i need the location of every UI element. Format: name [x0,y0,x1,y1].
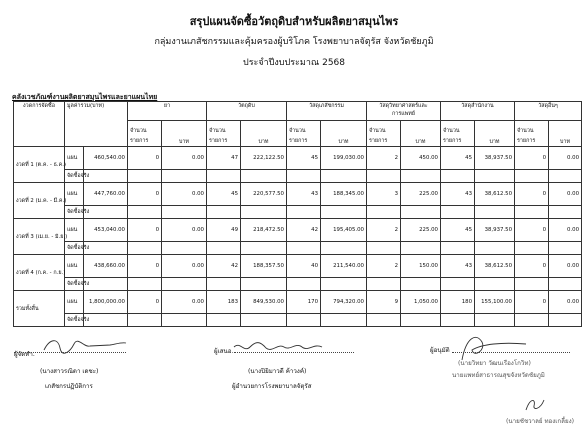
cell-ms-b: 225.00 [401,183,441,206]
approver-name: (นายวิทยา วัฒนเรืองโกวิท) [458,360,531,367]
subheader-pharma-qty [287,121,321,147]
empty-cell [162,314,207,327]
period-cell: รวมทั้งสิ้น [14,291,65,327]
cell-raw-q: 47 [207,147,241,170]
cell-ms-q: 9 [367,291,401,314]
empty-cell [84,314,128,327]
empty-cell [128,314,162,327]
actual-label: จัดซื้อจริง [65,278,84,291]
table-row-plan [14,219,582,242]
header-medical-science-supplies [367,102,441,121]
cell-raw-b: 220,577.50 [241,183,287,206]
cell-of-q: 180 [441,291,475,314]
empty-cell [241,314,287,327]
empty-cell [162,278,207,291]
subheader-pharma-baht: บาท [321,121,367,147]
cell-of-b: 38,612.50 [475,183,515,206]
proposer-signature-line [234,352,354,353]
actual-label: จัดซื้อจริง [65,314,84,327]
cell-raw-q: 49 [207,219,241,242]
empty-cell [207,314,241,327]
empty-cell [162,206,207,219]
table-row-actual [14,242,582,255]
actual-label: จัดซื้อจริง [65,206,84,219]
subheader-other-qty [515,121,549,147]
subheader-qty-line2: รายการ [209,138,228,144]
cell-of-q: 43 [441,255,475,278]
cell-ph-q: 43 [287,183,321,206]
empty-cell [207,206,241,219]
empty-cell [475,278,515,291]
empty-cell [515,314,549,327]
cell-ph-b: 195,405.00 [321,219,367,242]
subheader-medsci-baht: บาท [401,121,441,147]
period-cell: งวดที่ 4 (ก.ค. - ก.ย.) [14,255,65,291]
cell-drug-q: 0 [128,255,162,278]
subheader-qty-line1: จำนวน [369,128,386,134]
cell-raw-b: 188,357.50 [241,255,287,278]
cell-ph-b: 211,540.00 [321,255,367,278]
empty-cell [162,242,207,255]
cell-ot-b: 0.00 [549,219,582,242]
cell-raw-b: 218,472.50 [241,219,287,242]
cell-ph-q: 45 [287,147,321,170]
cell-drug-b: 0.00 [162,255,207,278]
empty-cell [287,170,321,183]
plan-label: แผน [65,147,84,170]
section-heading: คลังเวชภัณฑ์งานผลิตยาสมุนไพรและยาแผนไทย [12,93,158,101]
cell-ph-b: 794,320.00 [321,291,367,314]
empty-cell [287,206,321,219]
cell-ph-q: 170 [287,291,321,314]
empty-cell [241,206,287,219]
empty-cell [515,206,549,219]
empty-cell [549,278,582,291]
empty-cell [241,242,287,255]
empty-cell [207,278,241,291]
cell-of-b: 155,100.00 [475,291,515,314]
proposer-label: ผู้เสนอ. [214,348,234,355]
empty-cell [441,170,475,183]
subheader-qty-line1: จำนวน [289,128,306,134]
empty-cell [441,314,475,327]
header-pharmaceutical-supplies: วัสดุเภสัชกรรม [287,102,367,121]
table-header-row [14,102,582,121]
plan-label: แผน [65,183,84,206]
empty-cell [401,170,441,183]
empty-cell [241,278,287,291]
subheader-raw-baht: บาท [241,121,287,147]
table-row-plan [14,291,582,314]
cell-drug-q: 0 [128,183,162,206]
cell-of-b: 38,937.50 [475,219,515,242]
empty-cell [441,242,475,255]
empty-cell [128,206,162,219]
cell-ot-b: 0.00 [549,255,582,278]
empty-cell [549,170,582,183]
empty-cell [321,314,367,327]
header-drug: ยา [128,102,207,121]
cell-of-q: 45 [441,219,475,242]
cell-raw-b: 849,530.00 [241,291,287,314]
empty-cell [401,242,441,255]
subheader-qty-line2: รายการ [517,138,536,144]
cell-drug-b: 0.00 [162,291,207,314]
table-row-actual [14,314,582,327]
approver-label: ผู้อนุมัติ [430,347,450,354]
empty-cell [162,170,207,183]
cell-of-q: 43 [441,183,475,206]
empty-cell [441,278,475,291]
cell-ms-b: 225.00 [401,219,441,242]
cell-ms-q: 2 [367,219,401,242]
empty-cell [475,314,515,327]
empty-cell [515,278,549,291]
empty-cell [515,242,549,255]
empty-cell [367,278,401,291]
empty-cell [367,170,401,183]
empty-cell [367,242,401,255]
fiscal-year: ประจำปีงบประมาณ 2568 [242,58,345,68]
subheader-qty-line2: รายการ [289,138,308,144]
empty-cell [321,206,367,219]
cell-ot-q: 0 [515,255,549,278]
cell-drug-b: 0.00 [162,219,207,242]
cell-ph-b: 188,345.00 [321,183,367,206]
subheader-qty-line2: รายการ [443,138,462,144]
cell-drug-b: 0.00 [162,147,207,170]
document-subtitle: กลุ่มงานเภสัชกรรมและคุ้มครองผู้บริโภค โรงพยาบาลจัตุรัส จังหวัดชัยภูมิ [154,37,434,47]
cell-drug-q: 0 [128,219,162,242]
empty-cell [401,314,441,327]
plan-table-body [14,102,582,327]
empty-cell [207,170,241,183]
subheader-other-baht: บาท [549,121,582,147]
subheader-medsci-qty [367,121,401,147]
total-value-cell: 460,540.00 [84,147,128,170]
approver-name-secondary: (นายชัชวาลย์ ทองเกลี้ยง) [506,418,575,425]
plan-label: แผน [65,255,84,278]
approver-position: นายแพทย์สาธารณสุขจังหวัดชัยภูมิ [452,372,545,379]
proposer-name: (นางปิยิมาวดี ค้าวงค์) [248,368,307,375]
plan-table [13,101,582,327]
cell-ph-b: 199,030.00 [321,147,367,170]
cell-ms-q: 2 [367,147,401,170]
approver-signature-line [452,352,570,353]
empty-cell [475,206,515,219]
maker-position: เภสัชกรปฏิบัติการ [45,383,93,390]
maker-label: ผู้จัดทำ. [14,351,35,358]
total-value-cell: 453,040.00 [84,219,128,242]
cell-of-b: 38,937.50 [475,147,515,170]
empty-cell [401,278,441,291]
cell-of-b: 38,612.50 [475,255,515,278]
subheader-qty-line1: จำนวน [130,128,147,134]
header-other-supplies: วัสดุอื่นๆ [515,102,582,121]
empty-cell [475,242,515,255]
cell-drug-b: 0.00 [162,183,207,206]
table-row-plan [14,255,582,278]
empty-cell [84,206,128,219]
empty-cell [475,170,515,183]
empty-cell [128,170,162,183]
period-cell: งวดที่ 2 (ม.ค. - มี.ค.) [14,183,65,219]
cell-ot-b: 0.00 [549,183,582,206]
header-medsci-line2: การแพทย์ [392,111,415,117]
header-period: งวดการจัดซื้อ [14,102,65,147]
empty-cell [84,278,128,291]
cell-ot-q: 0 [515,291,549,314]
plan-label: แผน [65,219,84,242]
period-cell: งวดที่ 1 (ต.ค. - ธ.ค.) [14,147,65,183]
header-raw-material: วัตถุดิบ [207,102,287,121]
cell-drug-q: 0 [128,147,162,170]
subheader-qty-line2: รายการ [369,138,388,144]
header-office-supplies: วัสดุสำนักงาน [441,102,515,121]
cell-ph-q: 40 [287,255,321,278]
empty-cell [549,242,582,255]
subheader-qty-line1: จำนวน [209,128,226,134]
cell-drug-q: 0 [128,291,162,314]
cell-ms-b: 1,050.00 [401,291,441,314]
document-title: สรุปแผนจัดซื้อวัตถุดิบสำหรับผลิตยาสมุนไพร [189,15,399,28]
cell-of-q: 45 [441,147,475,170]
header-total-value: มูลค่ารวม(บาท) [65,102,128,147]
empty-cell [128,242,162,255]
table-row-plan [14,183,582,206]
header-medsci-line1: วัสดุวิทยาศาสตร์และ [379,103,428,109]
subheader-drug-baht: บาท [162,121,207,147]
subheader-drug-qty [128,121,162,147]
subheader-qty-line1: จำนวน [517,128,534,134]
table-row-plan [14,147,582,170]
cell-raw-q: 42 [207,255,241,278]
empty-cell [287,242,321,255]
empty-cell [287,278,321,291]
empty-cell [321,170,367,183]
empty-cell [321,242,367,255]
empty-cell [321,278,367,291]
cell-raw-b: 222,122.50 [241,147,287,170]
table-row-actual [14,278,582,291]
subheader-qty-line1: จำนวน [443,128,460,134]
cell-ot-q: 0 [515,219,549,242]
subheader-raw-qty [207,121,241,147]
cell-ms-q: 2 [367,255,401,278]
empty-cell [287,314,321,327]
empty-cell [515,170,549,183]
subheader-office-baht: บาท [475,121,515,147]
proposer-position: ผู้อำนวยการโรงพยาบาลจัตุรัส [232,383,312,390]
cell-ph-q: 42 [287,219,321,242]
cell-ms-q: 3 [367,183,401,206]
empty-cell [549,314,582,327]
empty-cell [128,278,162,291]
total-value-cell: 1,800,000.00 [84,291,128,314]
cell-ot-q: 0 [515,147,549,170]
empty-cell [241,170,287,183]
table-row-actual [14,170,582,183]
empty-cell [441,206,475,219]
period-cell: งวดที่ 3 (เม.ย. - มิ.ย.) [14,219,65,255]
empty-cell [207,242,241,255]
actual-label: จัดซื้อจริง [65,170,84,183]
subheader-qty-line2: รายการ [130,138,149,144]
cell-ot-q: 0 [515,183,549,206]
cell-ms-b: 150.00 [401,255,441,278]
cell-ot-b: 0.00 [549,147,582,170]
cell-ms-b: 450.00 [401,147,441,170]
cell-raw-q: 45 [207,183,241,206]
approver-initials-scribble [520,396,550,414]
actual-label: จัดซื้อจริง [65,242,84,255]
plan-label: แผน [65,291,84,314]
maker-signature-line [14,352,126,353]
table-row-actual [14,206,582,219]
total-value-cell: 438,660.00 [84,255,128,278]
total-value-cell: 447,760.00 [84,183,128,206]
empty-cell [84,170,128,183]
empty-cell [367,314,401,327]
cell-ot-b: 0.00 [549,291,582,314]
subheader-office-qty [441,121,475,147]
cell-raw-q: 183 [207,291,241,314]
empty-cell [367,206,401,219]
maker-name: (นางสาวรณิดา เดชะ) [40,368,99,375]
empty-cell [549,206,582,219]
empty-cell [84,242,128,255]
empty-cell [401,206,441,219]
